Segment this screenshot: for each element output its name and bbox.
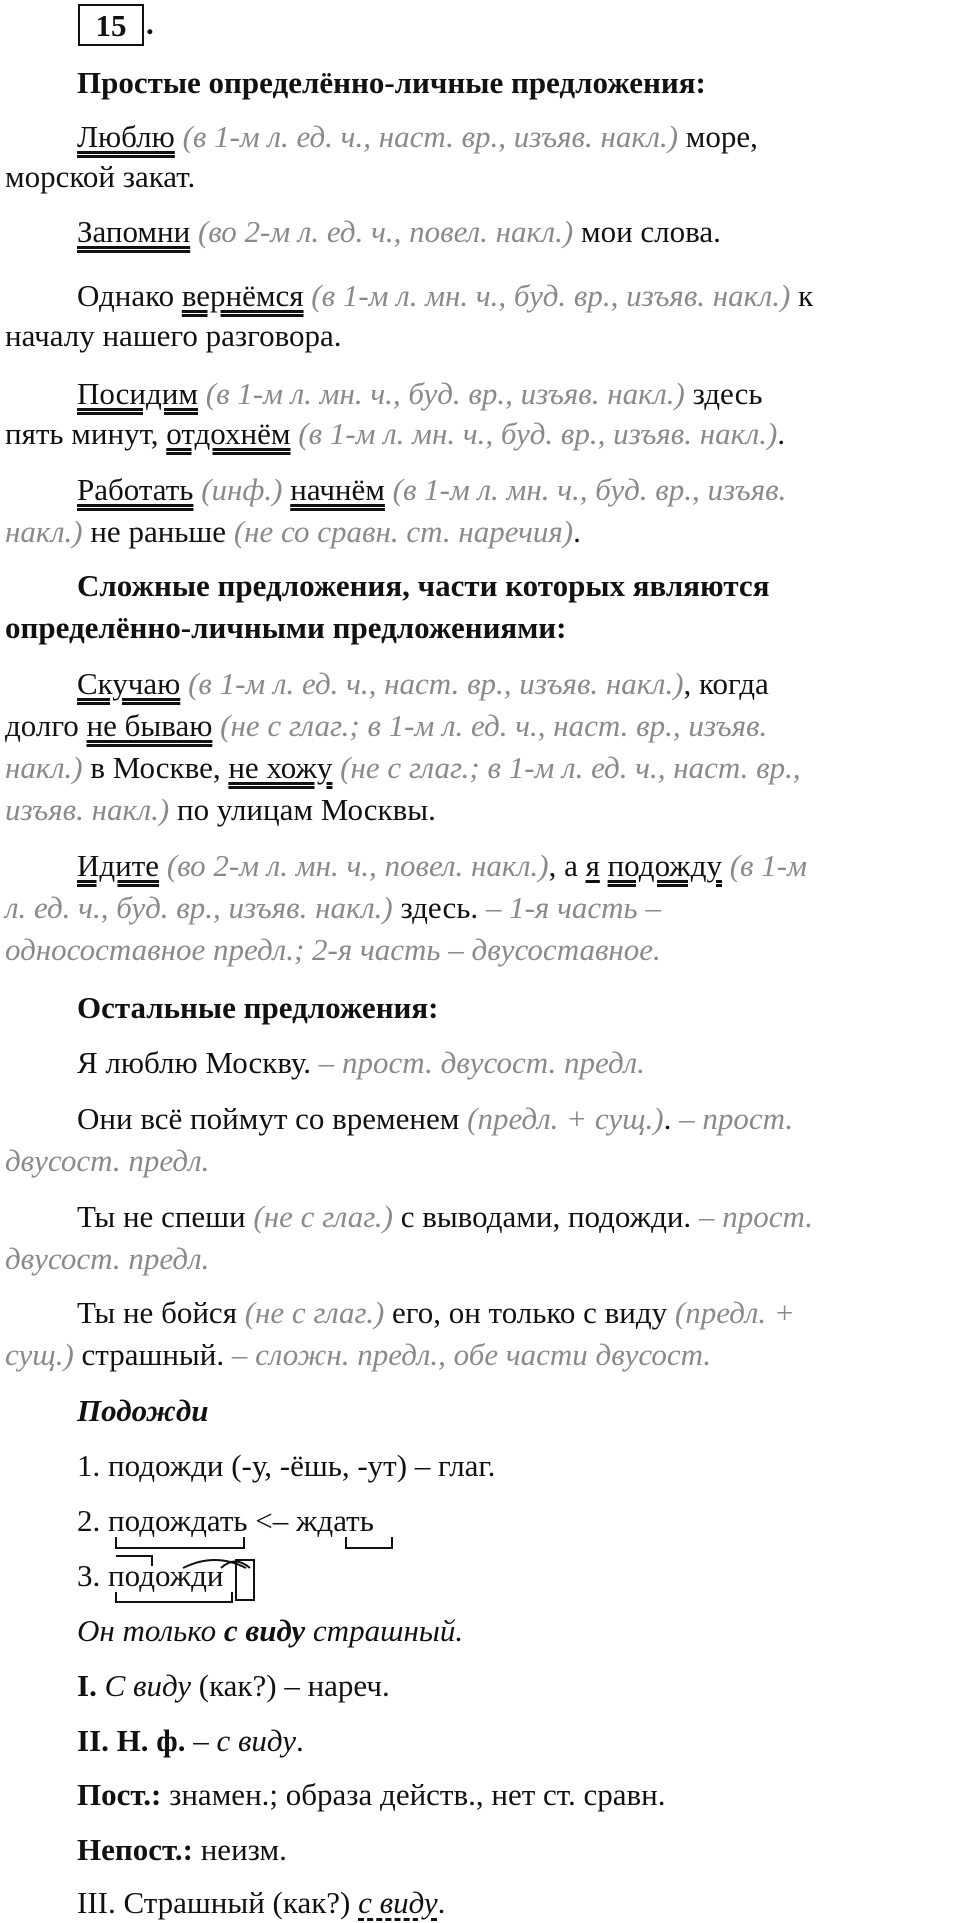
- highlight: с виду: [223, 1613, 306, 1648]
- label: I.: [77, 1668, 105, 1703]
- text: , а: [548, 848, 586, 883]
- predicate: не бываю: [86, 708, 213, 743]
- note: (не с глаг.; в 1-м л. ед. ч., наст. вр.,: [340, 750, 801, 785]
- predicate: Идите: [77, 848, 160, 883]
- text: Он только: [77, 1613, 224, 1648]
- note: (в 1-м л. мн. ч., буд. вр., изъяв. накл.): [205, 376, 685, 411]
- text: –: [185, 1723, 217, 1758]
- note: (не со сравн. ст. наречия): [233, 514, 574, 549]
- text: здесь: [684, 376, 763, 411]
- text: к: [790, 278, 814, 313]
- text: Они всё поймут со временем: [77, 1101, 468, 1136]
- label: II. Н. ф.: [77, 1723, 186, 1758]
- note: – прост.: [691, 1199, 813, 1234]
- text: по улицам Москвы.: [169, 792, 436, 827]
- section-heading-simple: Простые определённо-личные предложения:: [77, 65, 706, 100]
- root-arc-mark: [346, 1537, 392, 1548]
- text: неизм.: [192, 1832, 287, 1867]
- analysis-row-1: [77, 1666, 390, 1706]
- text: мои слова.: [573, 214, 721, 249]
- text: знамен.; образа действ., нет ст. сравн.: [161, 1777, 666, 1812]
- note: накл.): [5, 750, 83, 785]
- note: – прост. двусост. предл.: [311, 1045, 645, 1080]
- text: пять минут,: [5, 416, 167, 451]
- note: изъяв. накл.): [5, 792, 170, 827]
- note: (в 1-м: [729, 848, 807, 883]
- analysis-row-4: [77, 1830, 287, 1870]
- text: .: [663, 1101, 672, 1136]
- section-heading-complex-2: определённо-личными предложениями:: [5, 610, 567, 645]
- note: (не с глаг.): [253, 1199, 393, 1234]
- exercise-number: 15: [78, 4, 144, 46]
- subject: я: [585, 848, 600, 883]
- predicate: вернёмся: [181, 278, 304, 313]
- term: с виду: [216, 1723, 296, 1758]
- text: его, он только с виду: [384, 1295, 675, 1330]
- note: (предл. + сущ.): [467, 1101, 664, 1136]
- text: здесь.: [392, 890, 479, 925]
- s2-p2-line3: односоставное предл.; 2-я часть – двусоставное.: [5, 932, 661, 967]
- word-part-2: ать <–: [206, 1503, 297, 1538]
- text: Однако: [77, 278, 182, 313]
- text: III. Страшный (как?): [77, 1885, 359, 1920]
- analysis-row-5: [77, 1883, 445, 1923]
- analysis-item-1: 1. подожди (-у, -ёшь, -ут) – глаг.: [77, 1448, 496, 1483]
- prefix-mark: [116, 1556, 152, 1566]
- analysed-word: подожди: [108, 1558, 224, 1593]
- predicate: Посидим: [77, 376, 198, 411]
- s1-p1-line2: морской закат.: [5, 159, 196, 194]
- text: не раньше: [82, 514, 234, 549]
- note: – 1-я часть –: [478, 890, 661, 925]
- label: Непост.:: [77, 1832, 193, 1867]
- note: – прост.: [671, 1101, 794, 1136]
- text: .: [437, 1885, 446, 1920]
- note: накл.): [5, 514, 83, 549]
- note: (в 1-м л. мн. ч., буд. вр., изъяв. накл.): [311, 278, 791, 313]
- text: .: [573, 514, 581, 549]
- label: Пост.:: [77, 1777, 162, 1812]
- note: – сложн. предл., обе части двусост.: [224, 1337, 712, 1372]
- text: (как?) – нареч.: [191, 1668, 390, 1703]
- text: море,: [678, 119, 758, 154]
- predicate: отдохнём: [166, 416, 291, 451]
- section-heading-other: Остальные предложения:: [77, 990, 439, 1025]
- predicate: Запомни: [77, 214, 191, 249]
- note: (в 1-м л. мн. ч., буд. вр., изъяв. накл.): [298, 416, 778, 451]
- analysis-word: Подожди: [77, 1393, 209, 1428]
- note: (не с глаг.; в 1-м л. ед. ч., наст. вр., изъяв.: [220, 708, 768, 743]
- s1-p3-line2: началу нашего разговора.: [5, 318, 342, 353]
- note: (инф.): [201, 472, 283, 507]
- text: долго: [5, 708, 87, 743]
- note: (не с глаг.): [244, 1295, 385, 1330]
- word-part-1: подожд: [108, 1503, 207, 1538]
- ending-mark: [116, 1592, 232, 1602]
- note: (во 2-м л. мн. ч., повел. накл.): [166, 848, 549, 883]
- text: с выводами, подожди.: [392, 1199, 692, 1234]
- term: с виду: [358, 1885, 438, 1920]
- item-number: 2.: [77, 1503, 108, 1538]
- predicate: Работать: [77, 472, 194, 507]
- text: .: [777, 416, 786, 451]
- root-arc-mark: [116, 1537, 244, 1548]
- note: (во 2-м л. ед. ч., повел. накл.): [197, 214, 574, 249]
- exercise-number-dot: .: [146, 6, 154, 41]
- text: , когда: [683, 666, 769, 701]
- note: л. ед. ч., буд. вр., изъяв. накл.): [5, 890, 393, 925]
- predicate: подожду: [607, 848, 722, 883]
- ending-box: [236, 1560, 254, 1600]
- section-heading-complex-1: Сложные предложения, части которых являются: [77, 568, 770, 603]
- analysis-row-2: [77, 1721, 304, 1761]
- example-sentence: [77, 1611, 463, 1651]
- note: сущ.): [5, 1337, 74, 1372]
- text: страшный.: [73, 1337, 225, 1372]
- word-part-4: ать: [333, 1503, 374, 1538]
- analysis-row-3: [77, 1775, 666, 1815]
- item-number: 3.: [77, 1558, 108, 1593]
- note: (в 1-м л. ед. ч., наст. вр., изъяв. накл.): [182, 119, 679, 154]
- word-part-3: жд: [296, 1503, 334, 1538]
- text: Я люблю Москву.: [77, 1045, 312, 1080]
- s3-p2-line2: двусост. предл.: [5, 1143, 210, 1178]
- text: в Москве,: [82, 750, 229, 785]
- text: .: [295, 1723, 304, 1758]
- note: (предл. +: [674, 1295, 795, 1330]
- predicate: не хожу: [228, 750, 333, 785]
- term: С виду: [104, 1668, 191, 1703]
- s3-p3-line2: двусост. предл.: [5, 1241, 210, 1276]
- note: (в 1-м л. мн. ч., буд. вр., изъяв.: [392, 472, 787, 507]
- predicate: начнём: [290, 472, 385, 507]
- text: страшный.: [305, 1613, 464, 1648]
- predicate: Люблю: [77, 119, 175, 154]
- note: (в 1-м л. ед. ч., наст. вр., изъяв. накл.): [188, 666, 684, 701]
- text: Ты не спеши: [77, 1199, 254, 1234]
- text: Ты не бойся: [77, 1295, 245, 1330]
- predicate: Скучаю: [77, 666, 181, 701]
